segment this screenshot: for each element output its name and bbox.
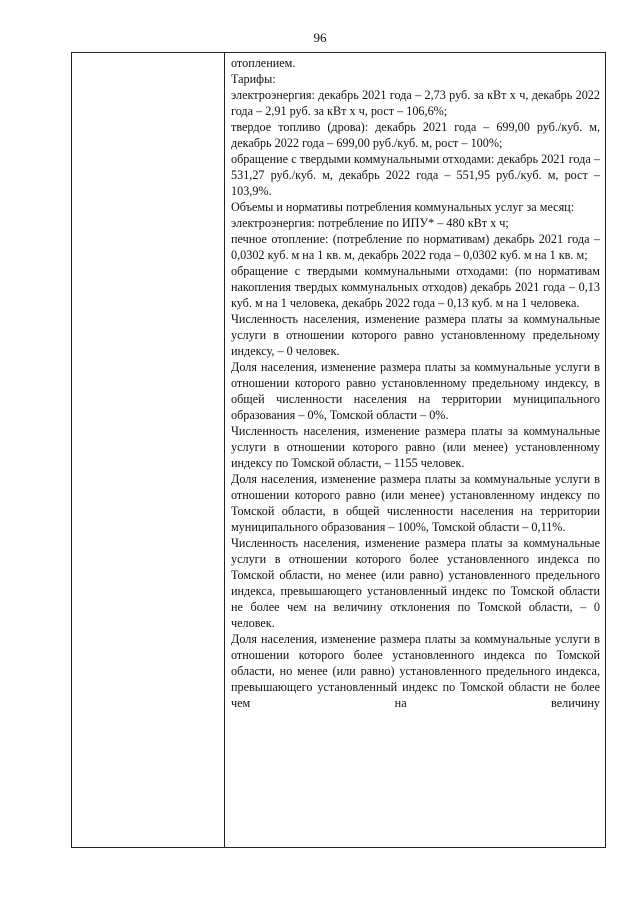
paragraph: печное отопление: (потребление по нормативам) декабрь 2021 года – 0,0302 куб. м на 1 кв. м, декабрь 2022 года – 0,0302 куб. м на 1 кв. м; (231, 232, 600, 262)
paragraph: Доля населения, изменение размера платы за коммунальные услуги в отношении которого равно (или менее) установленному индексу по Томской области, в общей численности населения на территории муниципального образования – 100%, Томской области – 0,11%. (231, 472, 600, 534)
cell-content (225, 53, 605, 711)
paragraph: обращение с твердыми коммунальными отходами: (по нормативам накопления твердых коммунальных отходов) декабрь 2021 года – 0,13 куб. м на 1 человека, декабрь 2022 года – 0,13 куб. м на 1 человека. (231, 264, 600, 310)
paragraph: Тарифы: (231, 72, 276, 86)
paragraph: отоплением. (231, 56, 296, 70)
paragraph: электроэнергия: потребление по ИПУ* – 480 кВт x ч; (231, 216, 509, 230)
table-cell-left (72, 53, 225, 848)
page-number: 96 (313, 30, 327, 45)
paragraph: Численность населения, изменение размера платы за коммунальные услуги в отношении которого более установленного индекса по Томской области, но менее (или равно) установленного предельного индекса, превышающего установленный индекс по Томской области не более чем на величину отклонения по Томской области, – 0 человек. (231, 536, 600, 630)
paragraph: Численность населения, изменение размера платы за коммунальные услуги в отношении которого равно установленному предельному индексу, – 0 человек. (231, 312, 600, 358)
table-row (72, 53, 606, 848)
paragraph: обращение с твердыми коммунальными отходами: декабрь 2021 года – 531,27 руб./куб. м, декабрь 2022 года – 551,95 руб./куб. м, рост – 103,9%. (231, 152, 600, 198)
paragraph: Доля населения, изменение размера платы за коммунальные услуги в отношении которого более установленного индекса по Томской области, но менее (или равно) установленного предельного индекса, превышающего установленный индекс по Томской области не более чем на величину (231, 632, 600, 710)
paragraph: Объемы и нормативы потребления коммунальных услуг за месяц: (231, 200, 575, 214)
paragraph: Доля населения, изменение размера платы за коммунальные услуги в отношении которого равно установленному предельному индексу, в общей численности населения на территории муниципального образования – 0%, Томской области – 0%. (231, 360, 600, 422)
paragraph: электроэнергия: декабрь 2021 года – 2,73 руб. за кВт x ч, декабрь 2022 года – 2,91 руб. за кВт x ч, рост – 106,6%; (231, 88, 600, 118)
paragraph: твердое топливо (дрова): декабрь 2021 года – 699,00 руб./куб. м, декабрь 2022 года – 699,00 руб./куб. м, рост – 100%; (231, 120, 600, 150)
table-cell-content (225, 53, 606, 848)
paragraph: Численность населения, изменение размера платы за коммунальные услуги в отношении которого равно (или менее) установленному индексу по Томской области, – 1155 человек. (231, 424, 600, 470)
document-table (71, 52, 606, 848)
